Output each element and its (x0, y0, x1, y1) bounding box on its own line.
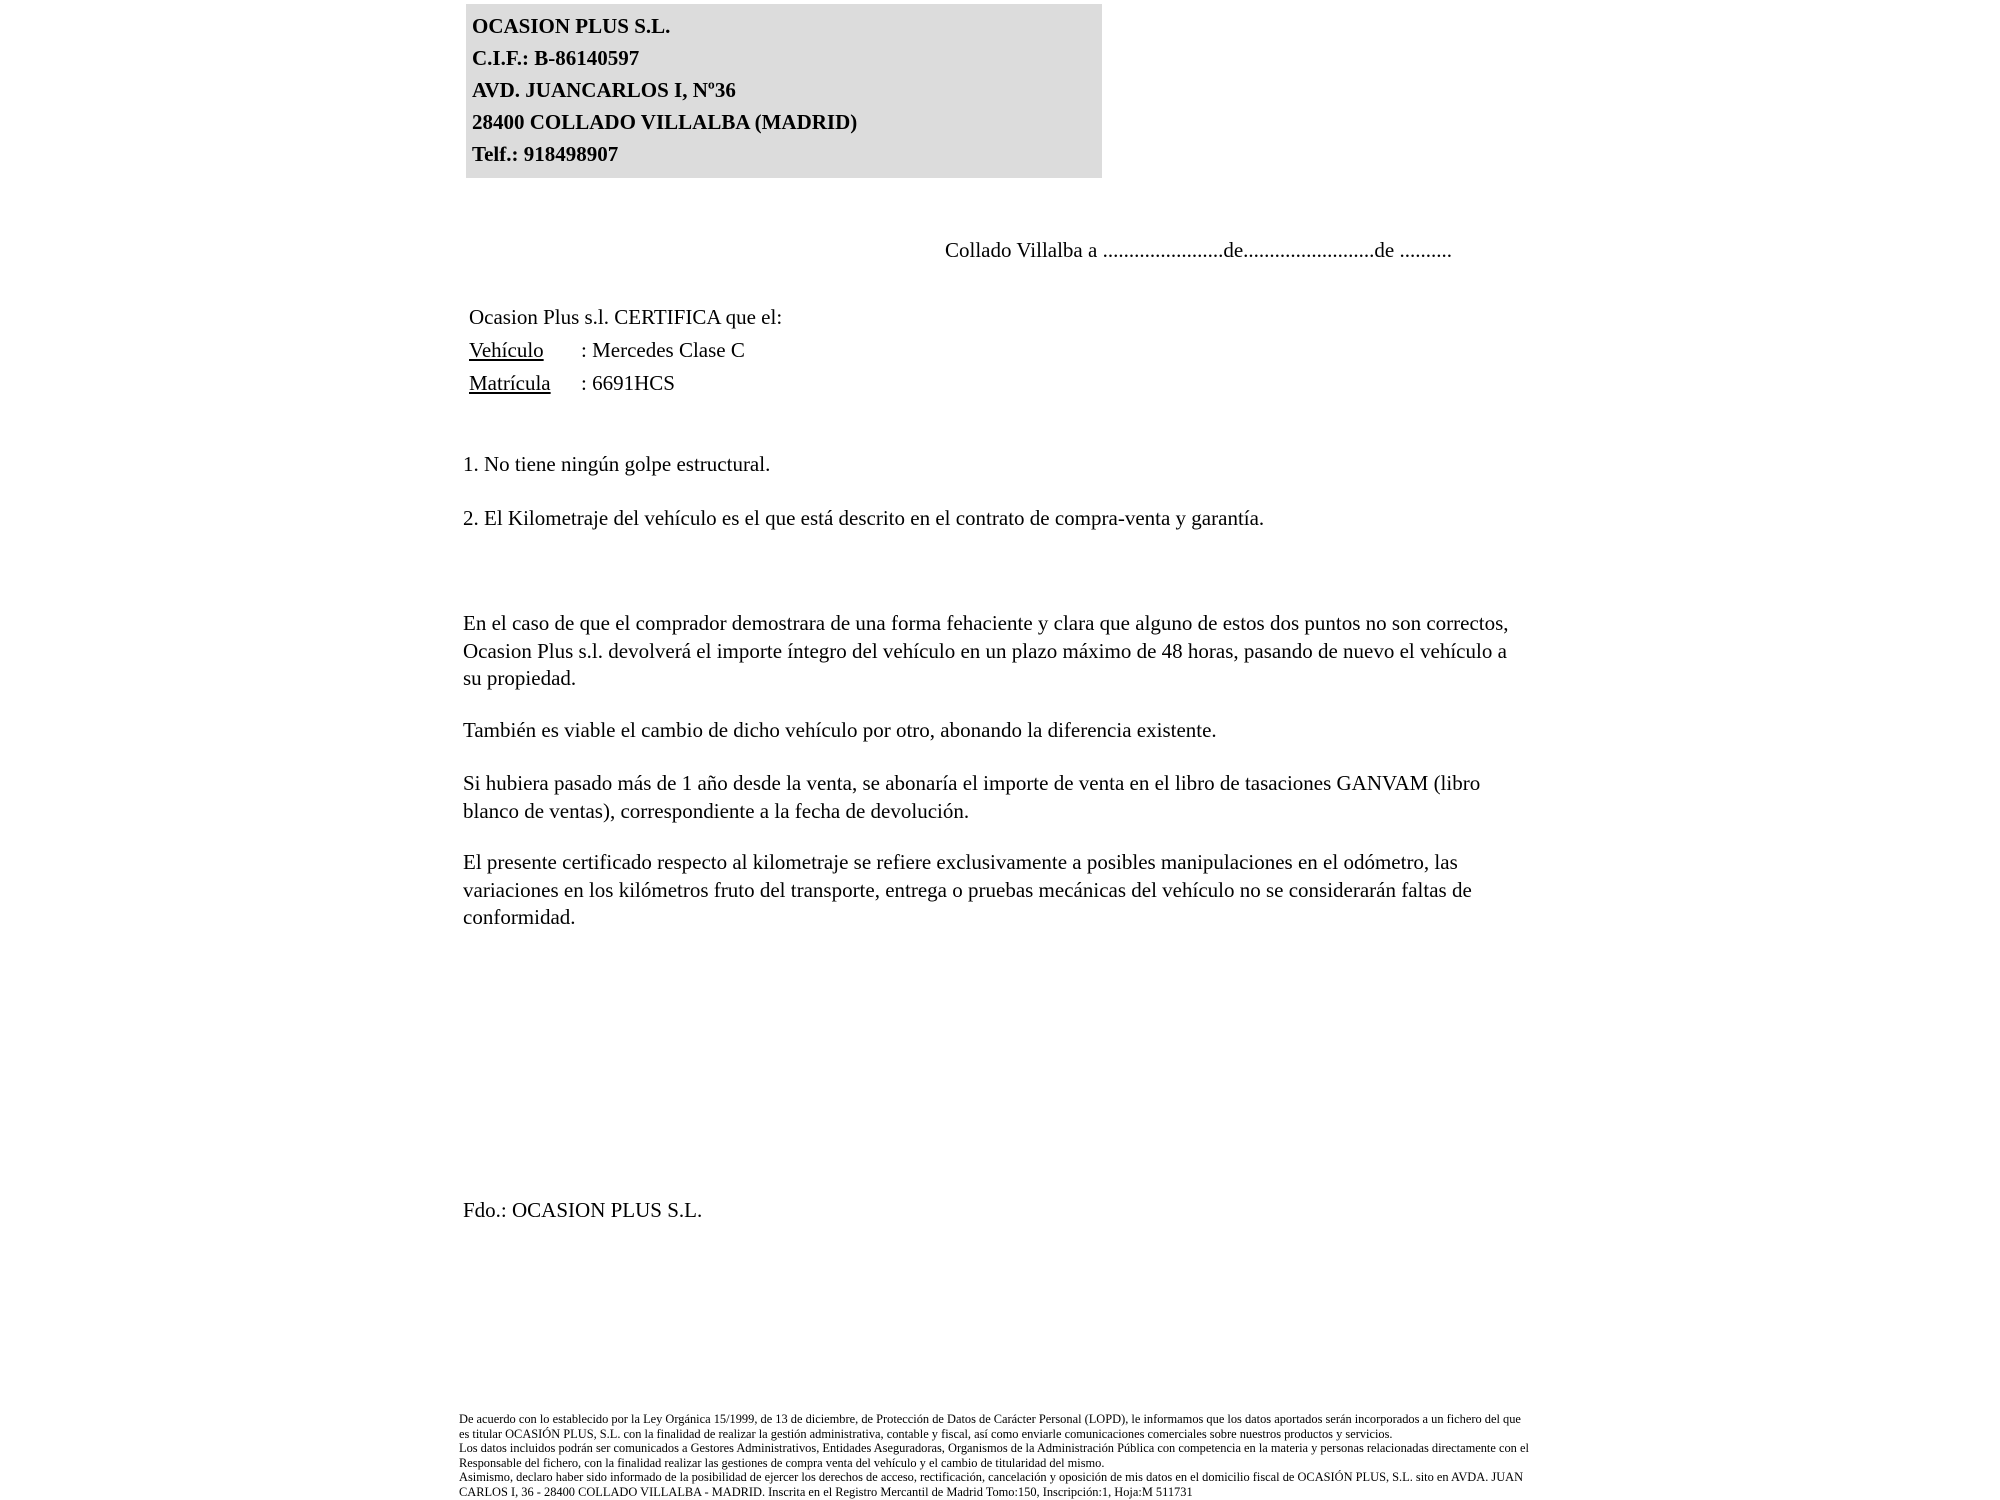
plate-row (469, 367, 782, 400)
company-city: 28400 COLLADO VILLALBA (MADRID) (472, 110, 858, 134)
date-line: Collado Villalba a .......................de.........................de .......... (945, 238, 1452, 262)
company-cif: C.I.F.: B-86140597 (472, 46, 640, 70)
company-name: OCASION PLUS S.L. (472, 14, 671, 38)
legal-paragraph-rights: Asimismo, declaro haber sido informado de la posibilidad de ejercer los derechos de acceso, rectificación, cancelación y oposición de mis datos en el domicilio fiscal de OCASIÓN PLUS, S.L. sito en AVDA. JUAN CARLOS I, 36 - 28400 COLLADO VILLALBA - MADRID. Inscrita en el Registro Mercantil de Madrid Tomo:150, Inscripción:1, Hoja:M 511731 (459, 1470, 1524, 1499)
plate-label: Matrícula (469, 371, 551, 395)
signature-line: Fdo.: OCASION PLUS S.L. (463, 1198, 703, 1222)
vehicle-label: Vehículo (469, 338, 544, 362)
company-phone: Telf.: 918498907 (472, 142, 619, 166)
paragraph-ganvam: Si hubiera pasado más de 1 año desde la venta, se abonaría el importe de venta en el libro de tasaciones GANVAM (libro blanco de ventas), correspondiente a la fecha de devolución. (463, 771, 1481, 823)
legal-paragraph-lopd: De acuerdo con lo establecido por la Ley Orgánica 15/1999, de 13 de diciembre, de Protección de Datos de Carácter Personal (LOPD), le informamos que los datos aportados serán incorporados a un fichero del que es titular OCASIÓN PLUS, S.L. con la finalidad de realizar la gestión administrativa, contable y fiscal, así como enviarle comunicaciones comerciales sobre nuestros productos y servicios. (459, 1412, 1521, 1441)
vehicle-row (469, 334, 782, 367)
company-address: AVD. JUANCARLOS I, Nº36 (472, 78, 736, 102)
certification-intro: Ocasion Plus s.l. CERTIFICA que el: (469, 305, 783, 329)
vehicle-value: : Mercedes Clase C (581, 338, 745, 362)
company-header-box (466, 4, 1102, 178)
point-1: 1. No tiene ningún golpe estructural. (463, 452, 771, 476)
paragraph-exchange: También es viable el cambio de dicho vehículo por otro, abonando la diferencia existente. (463, 718, 1217, 742)
plate-value: : 6691HCS (581, 371, 675, 395)
paragraph-refund: En el caso de que el comprador demostrara de una forma fehaciente y clara que alguno de estos dos puntos no son correctos, Ocasion Plus s.l. devolverá el importe íntegro del vehículo en un plazo máximo de 48 horas, pasando de nuevo el vehículo a su propiedad. (463, 611, 1509, 690)
point-2: 2. El Kilometraje del vehículo es el que está descrito en el contrato de compra-venta y garantía. (463, 506, 1265, 530)
paragraph-odometer: El presente certificado respecto al kilometraje se refiere exclusivamente a posibles manipulaciones en el odómetro, las variaciones en los kilómetros fruto del transporte, entrega o pruebas mecánicas del vehículo no se considerarán faltas de conformidad. (463, 850, 1472, 929)
certification-block (469, 301, 782, 400)
legal-footer (459, 1412, 1534, 1500)
legal-paragraph-data-sharing: Los datos incluidos podrán ser comunicados a Gestores Administrativos, Entidades Aseguradoras, Organismos de la Administración Pública con competencia en la materia y personas relacionadas directamente con el Responsable del fichero, con la finalidad realizar las gestiones de compra venta del vehículo y el cambio de titularidad del mismo. (459, 1441, 1529, 1470)
